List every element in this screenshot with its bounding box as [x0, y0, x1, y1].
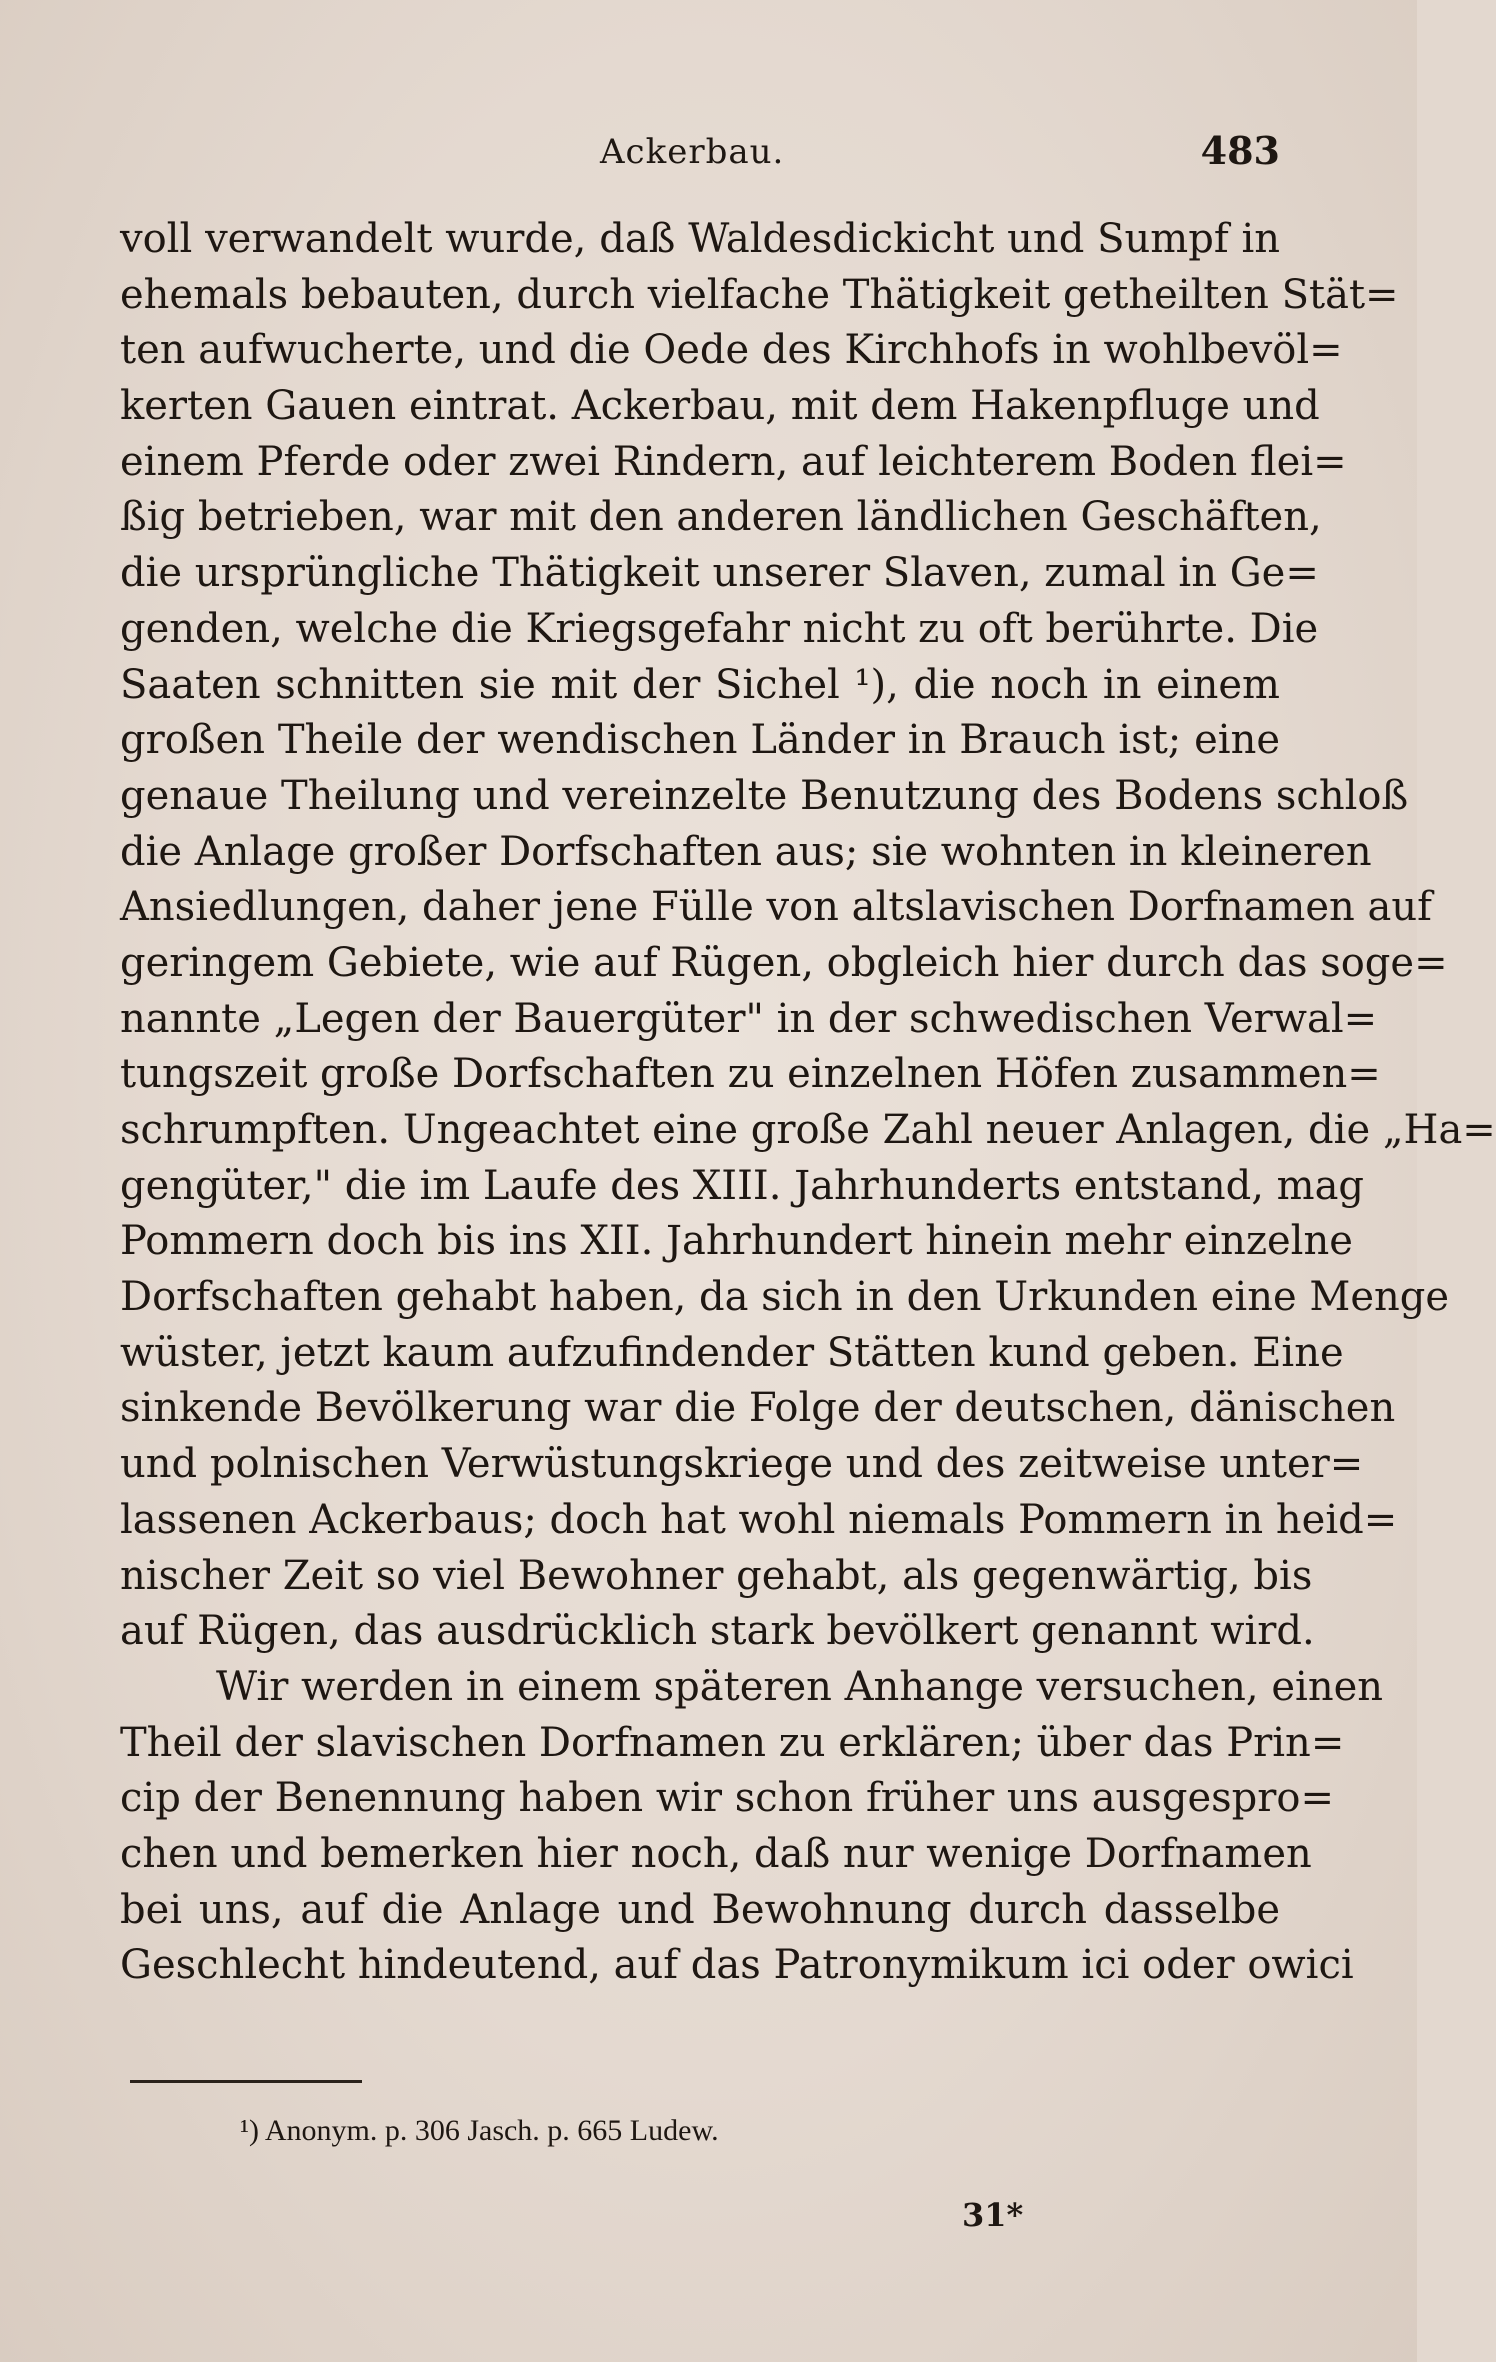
page-number: 483 [1200, 128, 1280, 173]
text-line: voll verwandelt wurde, daß Waldesdickicht und Sumpf in [120, 216, 1280, 262]
text-line: cip der Benennung haben wir schon früher uns ausgespro= [120, 1775, 1334, 1822]
text-line: großen Theile der wendischen Länder in Brauch ist; eine [120, 717, 1280, 764]
signature-mark: 31* [962, 2196, 1024, 2234]
text-line: Theil der slavischen Dorfnamen zu erklären; über das Prin= [120, 1719, 1345, 1766]
text-line: und polnischen Verwüstungskriege und des zeitweise unter= [120, 1441, 1364, 1488]
text-line: kerten Gauen eintrat. Ackerbau, mit dem Hakenpfluge und [120, 383, 1320, 430]
text-line: wüster, jetzt kaum aufzufindender Stätten kund geben. Eine [120, 1329, 1344, 1376]
text-line: sinkende Bevölkerung war die Folge der deutschen, dänischen [120, 1385, 1396, 1432]
text-line: tungszeit große Dorfschaften zu einzelnen Höfen zusammen= [120, 1051, 1381, 1098]
paragraph-start-line: Wir werden in einem späteren Anhange versuchen, einen [216, 1663, 1384, 1710]
text-line: geringem Gebiete, wie auf Rügen, obgleich hier durch das soge= [120, 939, 1448, 986]
text-line: Ansiedlungen, daher jene Fülle von altslavischen Dorfnamen auf [120, 884, 1432, 931]
footnote: ¹) Anonym. p. 306 Jasch. p. 665 Ludew. [240, 2114, 719, 2147]
text-line: die ursprüngliche Thätigkeit unserer Slaven, zumal in Ge= [120, 550, 1319, 597]
text-line: Saaten schnitten sie mit der Sichel ¹), die noch in einem [120, 661, 1280, 708]
text-line: ehemals bebauten, durch vielfache Thätigkeit getheilten Stät= [120, 271, 1399, 318]
text-line: genden, welche die Kriegsgefahr nicht zu oft berührte. Die [120, 605, 1319, 652]
text-line: Pommern doch bis ins XII. Jahrhundert hinein mehr einzelne [120, 1218, 1353, 1265]
text-line: bei uns, auf die Anlage und Bewohnung durch dasselbe [120, 1886, 1280, 1933]
text-line: Dorfschaften gehabt haben, da sich in den Urkunden eine Menge [120, 1274, 1450, 1321]
page-header [120, 128, 1280, 182]
text-line: die Anlage großer Dorfschaften aus; sie wohnten in kleineren [120, 828, 1372, 875]
text-line: auf Rügen, das ausdrücklich stark bevölkert genannt wird. [120, 1608, 1315, 1655]
text-line: ßig betrieben, war mit den anderen ländlichen Geschäften, [120, 494, 1322, 541]
text-line: chen und bemerken hier noch, daß nur wenige Dorfnamen [120, 1830, 1312, 1877]
running-title: Ackerbau. [600, 132, 785, 172]
text-line: ten aufwucherte, und die Oede des Kirchhofs in wohlbevöl= [120, 327, 1343, 374]
text-line: nischer Zeit so viel Bewohner gehabt, als gegenwärtig, bis [120, 1552, 1313, 1599]
text-line: Geschlecht hindeutend, auf das Patronymikum ici oder owici [120, 1942, 1354, 1989]
text-line: genaue Theilung und vereinzelte Benutzung des Bodens schloß [120, 772, 1409, 819]
text-line: gengüter," die im Laufe des XIII. Jahrhunderts entstand, mag [120, 1162, 1365, 1209]
body-text [120, 212, 1496, 1994]
text-line: schrumpften. Ungeachtet eine große Zahl neuer Anlagen, die „Ha= [120, 1107, 1496, 1153]
text-line: einem Pferde oder zwei Rindern, auf leichterem Boden flei= [120, 438, 1347, 485]
text-line: lassenen Ackerbaus; doch hat wohl niemals Pommern in heid= [120, 1496, 1398, 1543]
text-line: nannte „Legen der Bauergüter" in der schwedischen Verwal= [120, 995, 1378, 1042]
footnote-rule [130, 2080, 362, 2083]
